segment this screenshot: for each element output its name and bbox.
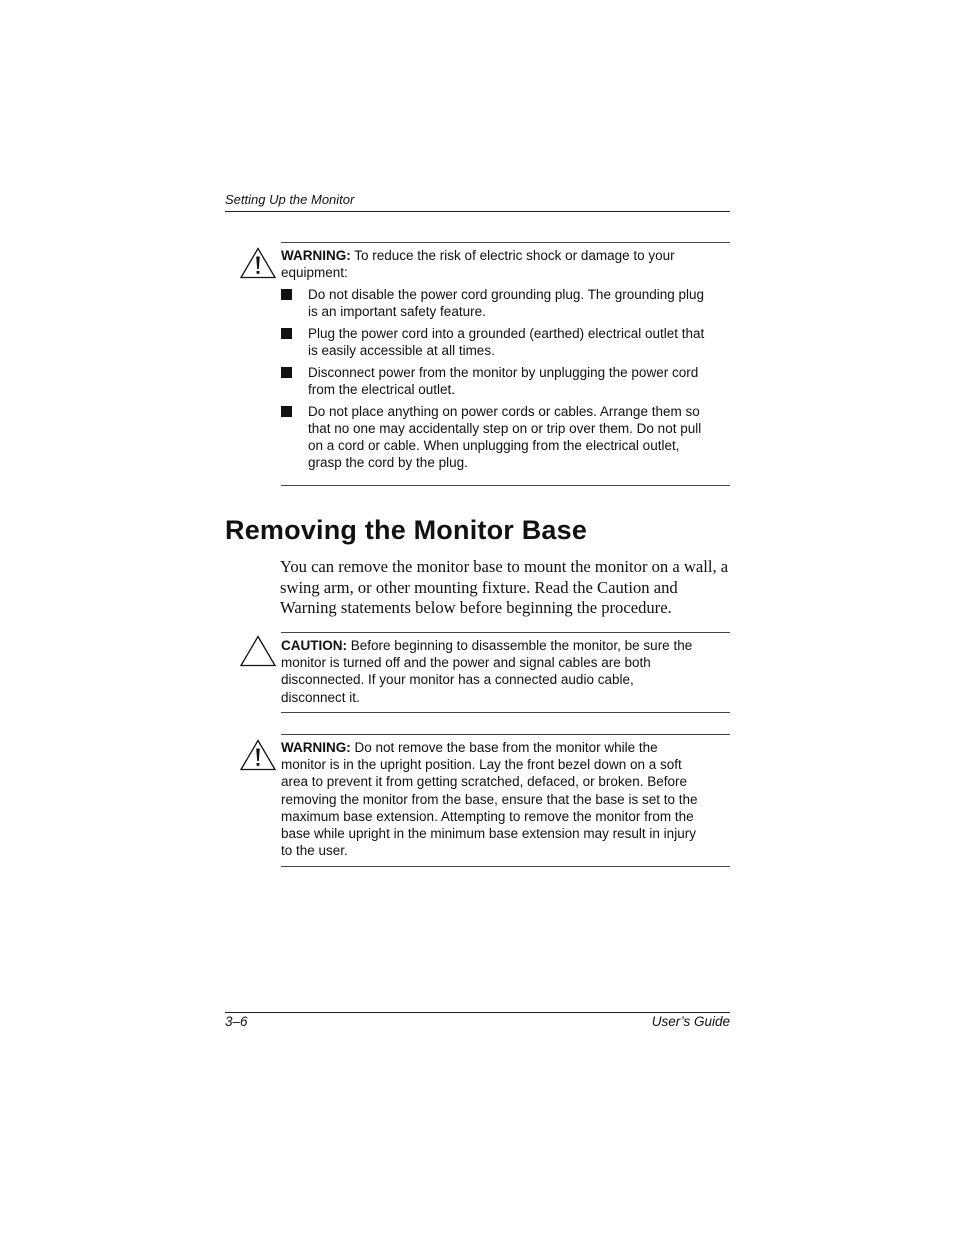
warning-icon — [240, 739, 276, 771]
notice-top-rule — [281, 242, 730, 243]
running-header: Setting Up the Monitor — [225, 192, 355, 207]
warning-body: Do not remove the base from the monitor while the monitor is in the upright position. Lay the front bezel down on a soft area to prevent it from getting scratched, defaced, or broken. Before removing the monitor from the base, ensure that the base is set to the maximum base extension. Attempting to remove the monitor from the base while upright in the minimum base extension may result in injury to the user. — [281, 740, 698, 859]
warning-text — [281, 739, 701, 859]
square-bullet-icon — [281, 406, 292, 417]
header-rule — [225, 211, 730, 212]
square-bullet-icon — [281, 328, 292, 339]
bullet-text: Plug the power cord into a grounded (earthed) electrical outlet that is easily accessible at all times. — [308, 325, 705, 359]
notice-top-rule — [281, 632, 730, 633]
document-title: User’s Guide — [651, 1014, 730, 1029]
notice-top-rule — [281, 734, 730, 735]
warning-text — [281, 247, 701, 281]
warning-label: WARNING: — [281, 248, 351, 263]
warning-label: WARNING: — [281, 740, 351, 755]
list-item — [281, 403, 708, 472]
notice-bottom-rule — [281, 485, 730, 486]
section-title: Removing the Monitor Base — [225, 515, 588, 545]
caution-label: CAUTION: — [281, 638, 347, 653]
caution-icon — [240, 635, 276, 667]
warning-bullet-list — [281, 286, 730, 476]
square-bullet-icon — [281, 367, 292, 378]
caution-body: Before beginning to disassemble the monitor, be sure the monitor is turned off and the power and signal cables are both disconnected. If your monitor has a connected audio cable, disconnect it. — [281, 638, 693, 705]
warning-icon — [240, 247, 276, 279]
caution-text — [281, 637, 701, 706]
bullet-text: Disconnect power from the monitor by unplugging the power cord from the electrical outlet. — [308, 364, 699, 398]
notice-bottom-rule — [281, 712, 730, 713]
list-item — [281, 364, 708, 398]
page-number: 3–6 — [225, 1014, 248, 1029]
section-paragraph: You can remove the monitor base to mount the monitor on a wall, a swing arm, or other mounting fixture. Read the Caution and Warning statements below before beginning the procedure. — [280, 557, 729, 617]
notice-bottom-rule — [281, 866, 730, 867]
bullet-text: Do not disable the power cord grounding plug. The grounding plug is an important safety feature. — [308, 287, 705, 320]
list-item — [281, 286, 708, 320]
list-item — [281, 325, 708, 359]
warning-intro: To reduce the risk of electric shock or damage to your equipment: — [281, 248, 675, 281]
square-bullet-icon — [281, 289, 292, 300]
bullet-text: Do not place anything on power cords or cables. Arrange them so that no one may accidentally step on or trip over them. Do not pull on a cord or cable. When unplugging from the electrical outlet, grasp the cord by the plug. — [308, 403, 702, 471]
